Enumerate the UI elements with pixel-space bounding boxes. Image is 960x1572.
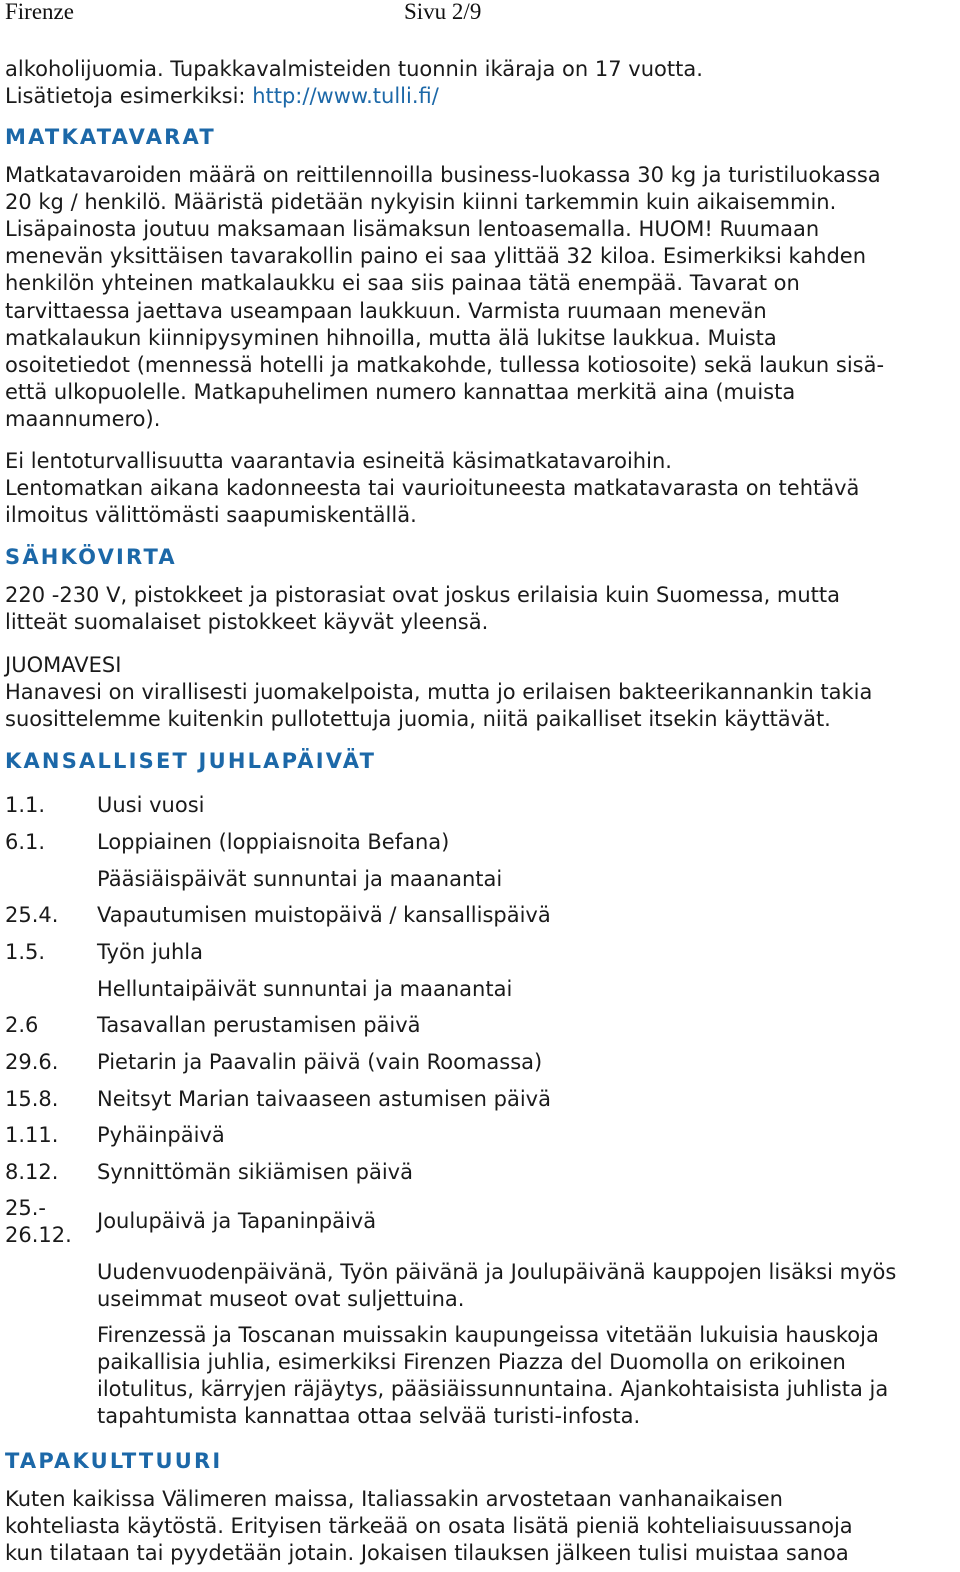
holiday-name: Pyhäinpäivä (97, 1123, 225, 1147)
luggage-line: 20 kg / henkilö. Määristä pidetään nykyisin kiinni tarkemmin kuin aikaisemmin. (5, 190, 837, 214)
section-heading-holidays: KANSALLISET JUHLAPÄIVÄT (5, 749, 377, 773)
holiday-name: Neitsyt Marian taivaaseen astumisen päivä (97, 1087, 551, 1111)
holiday-date: 6.1. (5, 830, 46, 854)
holiday-name: Pietarin ja Paavalin päivä (vain Roomassa) (97, 1050, 543, 1074)
holiday-name: Tasavallan perustamisen päivä (97, 1013, 421, 1037)
holiday-row (5, 1195, 955, 1249)
section-heading-luggage: MATKATAVARAT (5, 125, 216, 149)
holiday-date: 1.5. (5, 940, 46, 964)
intro-link-line (5, 83, 955, 110)
electricity-line: litteät suomalaiset pistokkeet käyvät yleensä. (5, 610, 489, 634)
holiday-note-line: useimmat museot ovat suljettuina. (97, 1287, 465, 1311)
holiday-name: Uusi vuosi (97, 793, 205, 817)
holiday-name: Helluntaipäivät sunnuntai ja maanantai (97, 977, 513, 1001)
water-line: Hanavesi on virallisesti juomakelpoista, mutta jo erilaisen bakteerikannankin takia (5, 680, 873, 704)
luggage-line: Lisäpainosta joutuu maksamaan lisämaksun lentoasemalla. HUOM! Ruumaan (5, 217, 820, 241)
manners-line: Kuten kaikissa Välimeren maissa, Italiassakin arvostetaan vanhanaikaisen (5, 1487, 783, 1511)
holiday-date: 2.6 (5, 1013, 39, 1037)
section-heading-manners: TAPAKULTTUURI (5, 1449, 223, 1473)
holiday-date: 25.4. (5, 903, 59, 927)
holiday-name: Työn juhla (97, 940, 203, 964)
customs-link[interactable]: http://www.tulli.fi/ (252, 84, 439, 108)
holiday-date: 1.11. (5, 1123, 59, 1147)
luggage-line: matkalaukun kiinnipysyminen hihnoilla, mutta älä lukitse laukkua. Muista (5, 326, 777, 350)
holiday-name: Synnittömän sikiämisen päivä (97, 1160, 413, 1184)
header-title: Firenze (5, 0, 74, 24)
holiday-date-end: 26.12. (5, 1223, 72, 1247)
water-line: suosittelemme kuitenkin pullotettuja juomia, niitä paikalliset itsekin käyttävät. (5, 707, 831, 731)
section-heading-water: JUOMAVESI (5, 653, 122, 677)
holiday-date: 8.12. (5, 1160, 59, 1184)
holiday-date-start: 25.- (5, 1196, 46, 1220)
header-page-number: Sivu 2/9 (404, 0, 482, 24)
section-heading-electricity: SÄHKÖVIRTA (5, 545, 177, 569)
intro-prefix: Lisätietoja esimerkiksi: (5, 84, 253, 108)
carry-on-line: ilmoitus välittömästi saapumiskentällä. (5, 503, 417, 527)
carry-on-line: Ei lentoturvallisuutta vaarantavia esineitä käsimatkatavaroihin. (5, 449, 672, 473)
carry-on-line: Lentomatkan aikana kadonneesta tai vaurioituneesta matkatavarasta on tehtävä (5, 476, 860, 500)
luggage-line: henkilön yhteinen matkalaukku ei saa siis painaa tätä enempää. Tavarat on (5, 271, 800, 295)
luggage-line: osoitetiedot (mennessä hotelli ja matkakohde, tullessa kotiosoite) sekä laukun sisä- (5, 353, 885, 377)
holiday-date: 15.8. (5, 1087, 59, 1111)
festival-note-line: paikallisia juhlia, esimerkiksi Firenzen Piazza del Duomolla on erikoinen (97, 1350, 846, 1374)
holiday-name: Loppiainen (loppiaisnoita Befana) (97, 830, 450, 854)
festival-note-line: ilotulitus, kärryjen räjäytys, pääsiäissunnuntaina. Ajankohtaisista juhlista ja (97, 1377, 889, 1401)
luggage-line: tarvittaessa jaettava useampaan laukkuun. Varmista ruumaan menevän (5, 299, 767, 323)
holiday-note-line: Uudenvuodenpäivänä, Työn päivänä ja Joulupäivänä kauppojen lisäksi myös (97, 1260, 897, 1284)
manners-line: kohteliasta käytöstä. Erityisen tärkeää on osata lisätä pieniä kohteliaisuussanoja (5, 1514, 853, 1538)
festival-note-line: Firenzessä ja Toscanan muissakin kaupungeissa vitetään lukuisia hauskoja (97, 1323, 879, 1347)
intro-line: alkoholijuomia. Tupakkavalmisteiden tuonnin ikäraja on 17 vuotta. (5, 57, 703, 81)
holiday-name: Pääsiäispäivät sunnuntai ja maanantai (97, 867, 503, 891)
holiday-name: Joulupäivä ja Tapaninpäivä (97, 1209, 377, 1233)
luggage-line: menevän yksittäisen tavarakollin paino ei saa ylittää 32 kiloa. Esimerkiksi kahden (5, 244, 867, 268)
luggage-line: Matkatavaroiden määrä on reittilennoilla business-luokassa 30 kg ja turistiluokassa (5, 163, 881, 187)
festival-note-line: tapahtumista kannattaa ottaa selvää turisti-infosta. (97, 1404, 641, 1428)
holiday-date (5, 1195, 91, 1249)
manners-line: kun tilataan tai pyydetään jotain. Jokaisen tilauksen jälkeen tulisi muistaa sanoa (5, 1541, 849, 1565)
electricity-line: 220 -230 V, pistokkeet ja pistorasiat ovat joskus erilaisia kuin Suomessa, mutta (5, 583, 841, 607)
luggage-line: että ulkopuolelle. Matkapuhelimen numero kannattaa merkitä aina (muista (5, 380, 796, 404)
holiday-name: Vapautumisen muistopäivä / kansallispäivä (97, 903, 551, 927)
luggage-line: maannumero). (5, 407, 161, 431)
holiday-date: 29.6. (5, 1050, 59, 1074)
holiday-date: 1.1. (5, 793, 46, 817)
